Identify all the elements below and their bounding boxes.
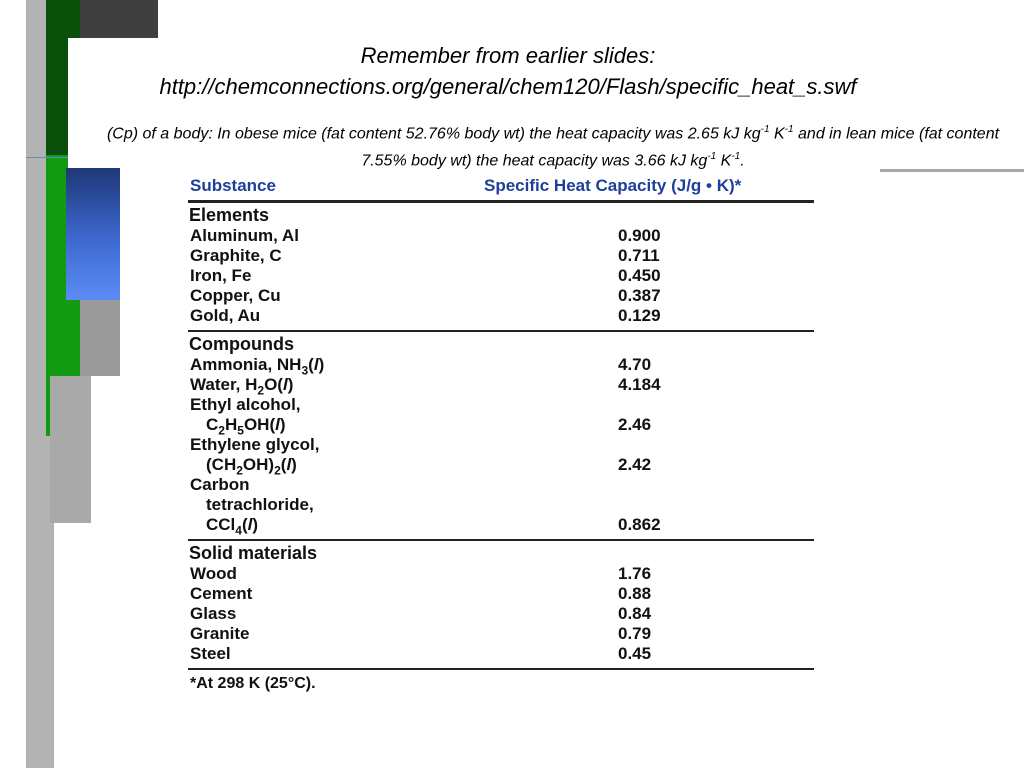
table-row (188, 266, 818, 286)
row-value: 0.711 (618, 246, 660, 265)
table-header (188, 172, 818, 200)
section-elements (188, 203, 818, 326)
table-row (188, 455, 818, 478)
table-row (188, 375, 818, 398)
table-row (188, 564, 818, 584)
table-row (188, 246, 818, 266)
row-name: Granite (190, 624, 250, 643)
table-row (188, 644, 818, 664)
slide-title-line1: Remember from earlier slides: (360, 43, 656, 68)
table-row (188, 495, 818, 515)
table-row (188, 226, 818, 246)
row-value: 0.862 (618, 515, 661, 534)
table-row (188, 286, 818, 306)
slide-title-link[interactable]: http://chemconnections.org/general/chem120/Flash/specific_heat_s.swf (159, 74, 857, 99)
row-name: Iron, Fe (190, 266, 252, 285)
specific-heat-table (188, 172, 818, 694)
table-row (188, 584, 818, 604)
row-value: 2.42 (618, 455, 652, 474)
row-name: $(CH_2OH)_2(l)$ (206, 455, 297, 478)
slide-subtitle: (Cp) of a body: In obese mice (fat content 52.76% body wt) the heat capacity was 2.65 kJ $kg^{-1}$ $K^{-1}$ and in lean mice (fat content 7.55% body wt) the heat capacity was 3.66 kJ $kg^{-1}$ $K^{-1}$. (106, 124, 1000, 170)
table-footnote: *At 298 K (25°C). (190, 675, 316, 692)
section-solid-materials (188, 541, 818, 664)
row-name: Water, $H_2O(l)$ (190, 375, 294, 398)
row-name: Carbon (190, 475, 250, 494)
decor-bar-light-gray (50, 376, 91, 523)
row-name: Cement (190, 584, 253, 603)
section-title: Elements (189, 205, 270, 225)
section-title: Compounds (189, 334, 294, 354)
header-substance: Substance (190, 176, 276, 195)
table-row (188, 604, 818, 624)
row-name: Ethyl alcohol, (190, 395, 301, 414)
table-row (188, 395, 818, 415)
row-name: CCl$_4$(l) (206, 515, 259, 538)
decor-bar-mid-gray (80, 300, 120, 376)
table-row (188, 475, 818, 495)
header-heat-capacity: Specific Heat Capacity (J/g • K)* (484, 176, 742, 195)
row-name: Gold, Au (190, 306, 261, 325)
row-name: Ammonia, $NH_3(l)$ (190, 355, 325, 378)
section-title: Solid materials (189, 543, 318, 563)
row-name: Wood (190, 564, 237, 583)
slide-title-block (68, 38, 1024, 168)
row-value: 0.79 (618, 624, 652, 643)
row-name: Glass (190, 604, 237, 623)
slide-title (68, 40, 948, 102)
section-compounds (188, 332, 818, 538)
row-value: 0.129 (618, 306, 661, 325)
row-name: Graphite, C (190, 246, 282, 265)
row-name: Ethylene glycol, (190, 435, 320, 454)
row-value: 1.76 (618, 564, 652, 583)
row-name: Steel (190, 644, 231, 663)
row-value: 0.450 (618, 266, 661, 285)
row-value: 0.45 (618, 644, 652, 663)
row-value: 0.88 (618, 584, 652, 603)
row-value: 2.46 (618, 415, 652, 434)
table-row (188, 306, 818, 326)
row-name: tetrachloride, (206, 495, 314, 514)
row-name: $C_2H_5OH(l)$ (206, 415, 286, 438)
row-value: 0.387 (618, 286, 661, 305)
row-value: 0.900 (618, 226, 661, 245)
row-name: Aluminum, Al (190, 226, 299, 245)
row-name: Copper, Cu (190, 286, 281, 305)
decor-bar-blue (66, 168, 120, 300)
table-row (188, 415, 818, 438)
table-row (188, 435, 818, 455)
row-value: 4.184 (618, 375, 661, 394)
table-row (188, 515, 818, 538)
row-value: 0.84 (618, 604, 652, 623)
table-row (188, 355, 818, 378)
row-value: 4.70 (618, 355, 652, 374)
table-row (188, 624, 818, 644)
